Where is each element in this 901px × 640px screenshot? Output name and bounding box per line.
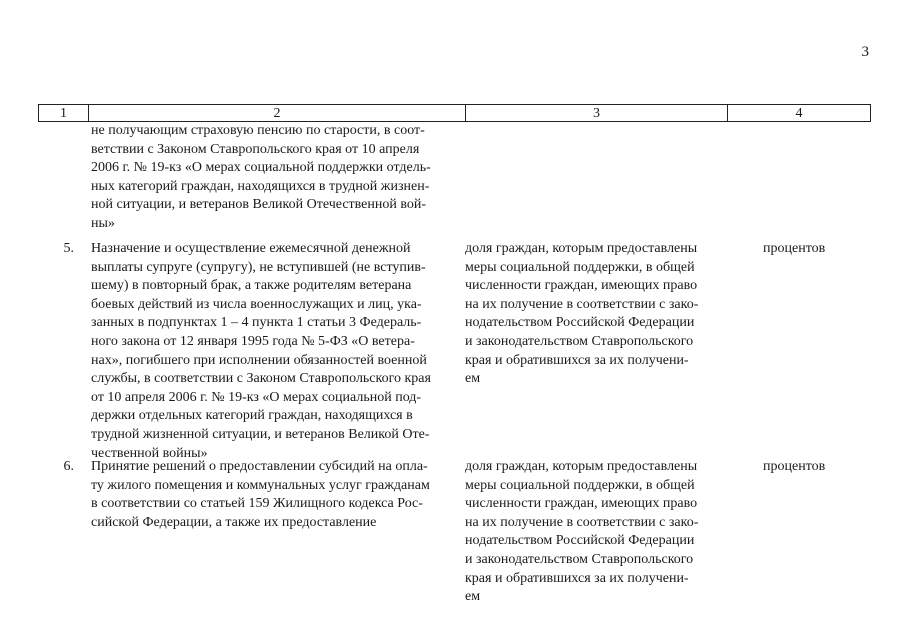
column-header-4: 4 — [728, 105, 871, 122]
column-header-table — [38, 104, 871, 122]
indicator-line: ем — [465, 371, 481, 387]
description-line: 2006 г. № 19-кз «О мерах социальной поддержки отдель- — [91, 160, 431, 176]
column-header-1: 1 — [39, 105, 89, 122]
description-line: ной ситуации, и ветеранов Великой Отечественной вой- — [91, 197, 427, 213]
description-line: шему) в повторный брак, а также родителям ветерана — [91, 278, 412, 294]
indicator-line: и законодательством Ставропольского — [465, 333, 694, 349]
indicator-line: меры социальной поддержки, в общей — [465, 259, 695, 275]
row-number: 6. — [63, 459, 74, 474]
indicator-line: ем — [465, 589, 481, 605]
row-description — [91, 458, 458, 532]
row-number: 5. — [63, 241, 74, 256]
row-unit: процентов — [763, 459, 826, 474]
indicator-line: доля граждан, которым предоставлены — [465, 459, 698, 474]
indicator-line: на их получение в соответствии с зако- — [465, 296, 699, 312]
description-line: ных категорий граждан, находящихся в трудной жизнен- — [91, 178, 430, 194]
description-line: чественной войны» — [91, 445, 208, 461]
indicator-line: края и обратившихся за их получени- — [465, 352, 689, 368]
description-line: Назначение и осуществление ежемесячной денежной — [91, 241, 411, 256]
indicator-line: доля граждан, которым предоставлены — [465, 241, 698, 256]
row-indicator — [465, 240, 720, 389]
description-line: боевых действий из числа военнослужащих и лиц, ука- — [91, 296, 422, 312]
description-line: нах», погибшего при исполнении обязанностей военной — [91, 352, 427, 368]
indicator-line: численности граждан, имеющих право — [465, 496, 698, 512]
indicator-line: и законодательством Ставропольского — [465, 551, 694, 567]
description-line: выплаты супруге (супругу), не вступившей (не вступив- — [91, 259, 426, 275]
description-line: ту жилого помещения и коммунальных услуг гражданам — [91, 477, 430, 493]
row-indicator — [465, 458, 720, 607]
description-line: не получающим страховую пенсию по старости, в соот- — [91, 123, 425, 138]
indicator-line: края и обратившихся за их получени- — [465, 570, 689, 586]
indicator-line: на их получение в соответствии с зако- — [465, 514, 699, 530]
row-description — [91, 240, 458, 463]
description-line: ветствии с Законом Ставропольского края от 10 апреля — [91, 141, 420, 157]
continuation-description — [91, 122, 458, 234]
indicator-line: нодательством Российской Федерации — [465, 533, 695, 549]
description-line: трудной жизненной ситуации, и ветеранов Великой Оте- — [91, 426, 430, 442]
description-line: от 10 апреля 2006 г. № 19-кз «О мерах социальной под- — [91, 389, 422, 405]
page-number: 3 — [861, 44, 869, 60]
description-line: в соответствии со статьей 159 Жилищного кодекса Рос- — [91, 496, 423, 512]
description-line: занных в подпунктах 1 – 4 пункта 1 статьи 3 Федераль- — [91, 315, 422, 331]
description-line: ны» — [91, 215, 115, 231]
description-line: службы, в соответствии с Законом Ставропольского края — [91, 371, 431, 387]
column-header-row — [39, 105, 871, 122]
description-line: ного закона от 12 января 1995 года № 5-ФЗ «О ветера- — [91, 333, 415, 349]
description-line: Принятие решений о предоставлении субсидий на опла- — [91, 459, 428, 474]
column-header-2: 2 — [89, 105, 466, 122]
description-line: сийской Федерации, а также их предоставление — [91, 514, 377, 530]
indicator-line: меры социальной поддержки, в общей — [465, 477, 695, 493]
row-unit: процентов — [763, 241, 826, 256]
description-line: держки отдельных категорий граждан, находящихся в — [91, 408, 413, 424]
indicator-line: нодательством Российской Федерации — [465, 315, 695, 331]
column-header-3: 3 — [466, 105, 728, 122]
indicator-line: численности граждан, имеющих право — [465, 278, 698, 294]
